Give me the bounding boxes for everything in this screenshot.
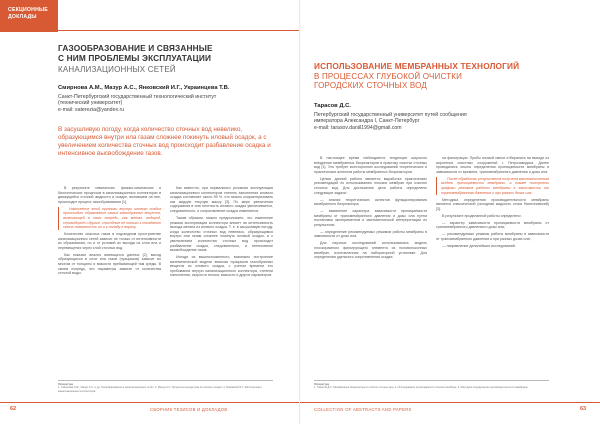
author-email: e-mail: saterezia@yandex.ru	[58, 106, 125, 113]
article-authors: Смирнова А.М., Мазур А.С., Янковский И.Г., Украинцева Т.В.	[58, 85, 230, 91]
references-label: Литература	[314, 383, 329, 386]
page-number: 63	[580, 406, 587, 412]
paragraph: — характер зависимости проницаемости мембраны от трансмембранного давления и дозы ила;	[436, 220, 549, 230]
article-abstract: В засушливую погоду, когда количество сточных вод невелико, образующимся внутри ила газам сложнее покинуть иловый осадок, а с увеличением количества сточных вод происходит разбавление осадка и интенсивное высвобождение газов.	[58, 126, 271, 157]
affiliation-line2: (технический университет)	[58, 100, 123, 107]
references-text: 1. Смирнова А.М., Мазур А.С. и др. Газообразование в канализационных сетях. 2. Мазур А.С. Процессы выхода газа из илового осадка. 3. Янковский И.Г. Эксплуатация канализационных коллекторов.	[58, 386, 262, 393]
section-tab-label: СЕКЦИОННЫЕ ДОКЛАДЫ	[8, 7, 48, 20]
affiliation-line1: Санкт-Петербургский государственный технологический институт	[58, 94, 217, 100]
references-divider	[314, 380, 549, 381]
paragraph: В настоящее время наблюдается тенденция широкого внедрения мембранных биореакторов в практику очистки сточных вод [1]. Это требует всесторонних исследований теоретических и практических аспектов работы мембранных биореакторов.	[314, 156, 427, 174]
page-number: 62	[10, 406, 17, 412]
highlighted-quote: Накопление этой органики внутри илового осадка происходит образование самых газообразных веществ, включающей в свою очередь, как метан, водород, сероводород и другие, способные не только к попаданию сквозь поверхность ил и к попаду в ворону.	[58, 207, 161, 230]
paragraph: Методика определения производительности мембраны является классической (исходная жидкость стока Ньютоновский) [3].	[436, 197, 549, 211]
paragraph: — анализ теоретических аспектов функционирования мембранного биореактора;	[314, 197, 427, 207]
references	[314, 383, 549, 390]
affiliation-line1: Петербургский государственный университет путей сообщения	[314, 112, 467, 118]
footer-rule	[0, 402, 300, 403]
footer-rule	[300, 402, 600, 403]
paragraph: Исходя из вышеизложенного, возможно построение математической модели эмиссии пузырьков газообразных веществ из илового осадка, с учетом времени его пребывания внутри канализационного коллектора, степени наполнения, скорости потока, вязкости и других параметров.	[170, 255, 273, 278]
article-authors: Тарасов Д.С.	[314, 103, 351, 109]
highlighted-quote: После обработки результатов получена математическая модель проницаемости мембраны, а также построены графики режимов работы мембраны в зависимости от трансмембранного давления и при разных дозах ила.	[436, 177, 549, 195]
affiliation-line2: императора Александра I, Санкт-Петербург	[314, 118, 420, 125]
paragraph: Как показал анализ имеющихся данных [2], выход образующихся в слое ила газов (пузырьков) зависит во многом от толщины и вязкости пребывающей там среды. В своем очередь, эти параметры зависят от количества сточной воды.	[58, 252, 161, 276]
paragraph: В результате проделанной работы определено:	[442, 213, 522, 218]
article-subtitle	[314, 72, 462, 90]
text-column-2	[170, 186, 273, 280]
text-column-2	[436, 156, 549, 251]
references-text: 1. Тарасов Д.С. Мембранные биореакторы в очистке сточных вод. 2. Исследование проницаемости плоских мембран. 3. Методика определения производительности мембраны.	[314, 386, 529, 390]
footer-title: COLLECTION OF ABSTRACTS AND PAPERS	[314, 407, 412, 412]
right-page	[300, 0, 600, 424]
text-column-1	[58, 186, 161, 278]
article-affiliation	[314, 112, 554, 131]
author-email: e-mail: tarasov.daniil1994@gmail.com	[314, 124, 402, 131]
footer-title: СБОРНИК ТЕЗИСОВ И ДОКЛАДОВ	[150, 407, 228, 412]
paragraph: Как известно, при нормальных условиях эксплуатации канализационных коллекторов степень заполнения илового осадка составляет около 95 %, что можно охарактеризовать как жидкую текучую массу [3]. По мере увеличения содержания в ила плотность илового осадка увеличивается, следовательно, и сопротивление осадка изменяется.	[170, 186, 273, 213]
article-subtitle: КАНАЛИЗАЦИОННЫХ СЕТЕЙ	[58, 65, 176, 74]
article-title-line2: С НИМ ПРОБЛЕМЫ ЭКСПЛУАТАЦИИ	[58, 52, 212, 63]
section-divider	[58, 30, 300, 31]
paragraph: Таким образом, можно предположить, что изменение режима эксплуатации коллектора влияет на интенсивность выхода метана из илового осадка. Т. е. в засушливую погоду, когда количество сточных вод невелико, образующимся внутри ила газам сложнее покинуть иловый осадок, а с увеличением количества сточных вод происходит разбавление осадка, следовательно, и интенсивное высвобождение газов.	[170, 215, 273, 253]
article-title-line1: ГАЗООБРАЗОВАНИЕ И СВЯЗАННЫЕ	[58, 43, 213, 53]
paragraph: на фильтрации. Пробы иловой смеси отбирались на выходе из аэротенка очистных сооружений г. Петрозаводска. Далее проводились опыты определения проницаемости мембраны в зависимости от времени, трансмембранного давления и дозы ила.	[436, 156, 549, 174]
paragraph: — рекомендуемые режимы работы мембраны в зависимости от трансмембранного давления и при разных дозах ила;	[436, 232, 549, 241]
paragraph: Количество опасных газов в подсводном пространстве канализационных сетей зависит не только от интенсивности их образования, но и от условий их выхода из слоя ила и перемещения через слой сточных вод.	[58, 232, 161, 250]
article-title	[58, 44, 213, 63]
paragraph: В результате химических, физико-химических и биологических процессов в канализационных коллекторах в движущейся сточной жидкости и осадке, выпавшем на нее, происходит процесс газообразования [1].	[58, 186, 161, 204]
references-divider	[58, 380, 273, 381]
references	[58, 383, 273, 393]
section-tab	[0, 0, 58, 32]
paragraph: — направление дальнейших исследований.	[442, 243, 516, 248]
paragraph: — выявление характера зависимости проницаемости мембраны от трансмембранного давления и дозы ила путем постановки экспериментов и математической интерпретации их результатов;	[314, 209, 427, 227]
paragraph: — определение рекомендуемых режимов работы мембраны в зависимости от дозы ила.	[314, 229, 427, 239]
text-column-1	[314, 156, 427, 262]
article-affiliation	[58, 94, 293, 113]
paragraph: Целью данной работы является выработка практических рекомендаций по использованию плоских мембран при очистке сточных вод. Для достижения цели работы определены следующие задачи:	[314, 176, 427, 195]
article-title: ИСПОЛЬЗОВАНИЕ МЕМБРАННЫХ ТЕХНОЛОГИЙ	[314, 61, 520, 71]
article-subtitle-line1: В ПРОЦЕССАХ ГЛУБОКОЙ ОЧИСТКИ	[314, 72, 463, 81]
references-label: Литература	[58, 383, 73, 386]
article-subtitle-line2: ГОРОДСКИХ СТОЧНЫХ ВОД	[314, 81, 428, 90]
paragraph: Для научных исследований использовалась модель плоскорамного фильтрующего элемента из половолоконных мембран, изготовленная на лабораторной установке. Для определения удельного сопротивления осадка	[314, 241, 427, 260]
